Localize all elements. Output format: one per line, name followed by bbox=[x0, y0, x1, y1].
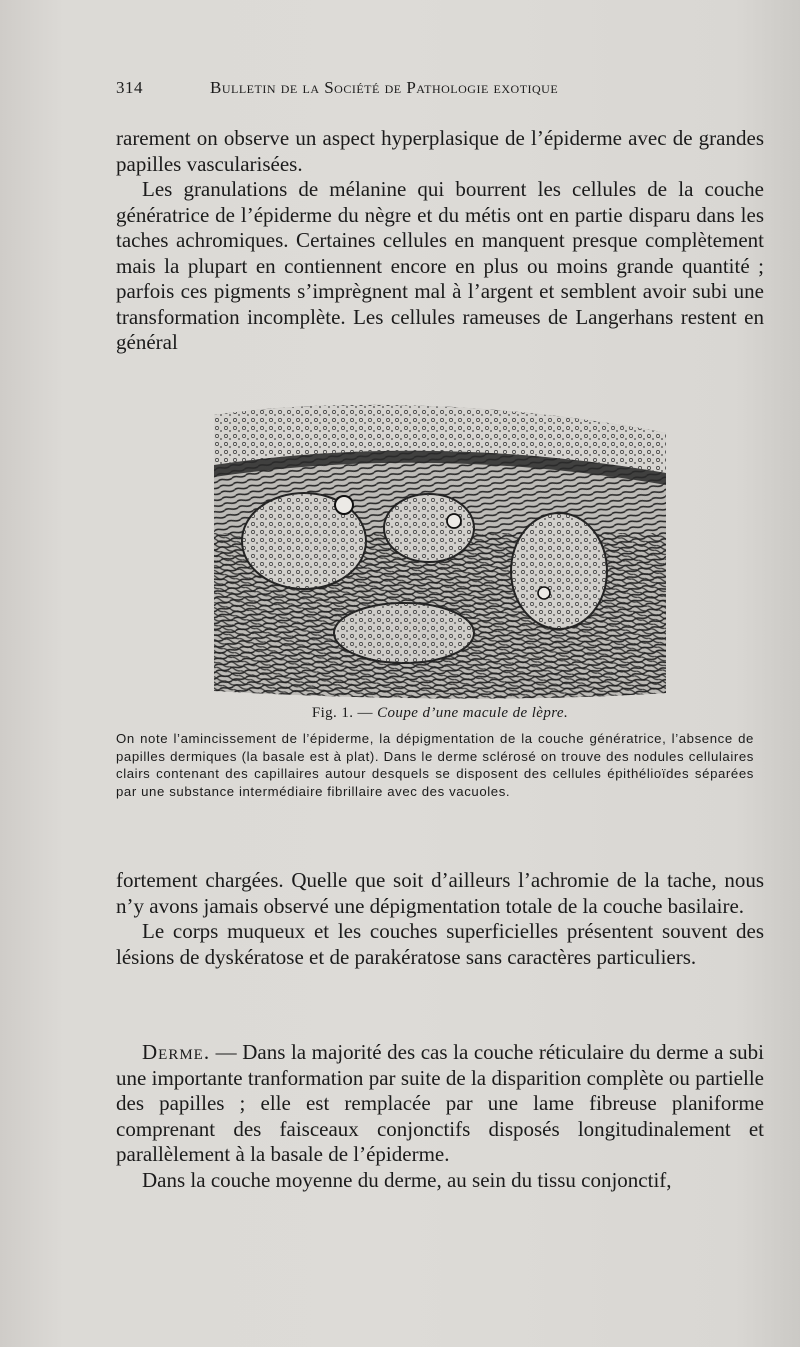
paragraph-last-line: Dans la couche moyenne du derme, au sein du tissu conjonctif, bbox=[142, 1167, 672, 1192]
histology-drawing bbox=[214, 393, 666, 700]
figure-title: Coupe d’une macule de lèpre. bbox=[377, 705, 569, 721]
paragraph-melanin: Les granulations de mélanine qui bourrent les cellules de la couche génératrice de l’épiderme du nègre et du métis ont en partie disparu dans les taches achromiques. Certaines cellules en manquent presque complètement mais la plupart en contiennent encore en plus ou moins grande quantité ; parfois ces pigments s’imprègnent mal à l’argent et semblent avoir subi une transformation incomplète. Les cellules rameuses de Langerhans restent en général bbox=[116, 177, 764, 354]
histology-figure bbox=[214, 393, 666, 700]
text-block-top bbox=[116, 126, 764, 356]
figure-caption: On note l’amincissement de l’épiderme, la dépigmentation de la couche génératrice, l’absence de papilles dermiques (la basale est à plat). Dans le derme sclérosé on trouve des nodules cellulaires clairs contenant des capillaires autour desquels se disposent des cellules épithélioïdes séparées par une substance intermédiaire fibrillaire avec des vacuoles. bbox=[116, 731, 754, 799]
section-derme bbox=[116, 1040, 764, 1193]
heading-dash: — bbox=[210, 1040, 243, 1064]
figure-caption-title bbox=[116, 705, 764, 722]
section-text: Dans la majorité des cas la couche réticulaire du derme a subi une importante tranformation par suite de la disparition complète ou partielle des papilles ; elle est remplacée par une lame fibreuse planiforme comprenant des faisceaux conjonctifs disposés longitudinalement et parallèlement à la basale de l’épiderme. bbox=[116, 1040, 764, 1166]
paragraph-derme bbox=[116, 1040, 764, 1168]
text-block-middle bbox=[116, 868, 764, 970]
paragraph-continuation: rarement on observe un aspect hyperplasique de l’épiderme avec de grandes papilles vascularisées. bbox=[116, 126, 764, 176]
figure-label: Fig. 1. — bbox=[311, 705, 373, 721]
section-heading: Derme. bbox=[142, 1040, 211, 1064]
running-title: Bulletin de la Société de Pathologie exotique bbox=[210, 78, 559, 97]
paragraph-achromie: fortement chargées. Quelle que soit d’ailleurs l’achromie de la tache, nous n’y avons jamais observé une dépigmentation totale de la couche basilaire. bbox=[116, 868, 764, 918]
paragraph-corps-muqueux: Le corps muqueux et les couches superficielles présentent souvent des lésions de dyskératose et de parakératose sans caractères particuliers. bbox=[116, 919, 764, 969]
page-number: 314 bbox=[116, 78, 143, 97]
running-header bbox=[116, 78, 676, 106]
